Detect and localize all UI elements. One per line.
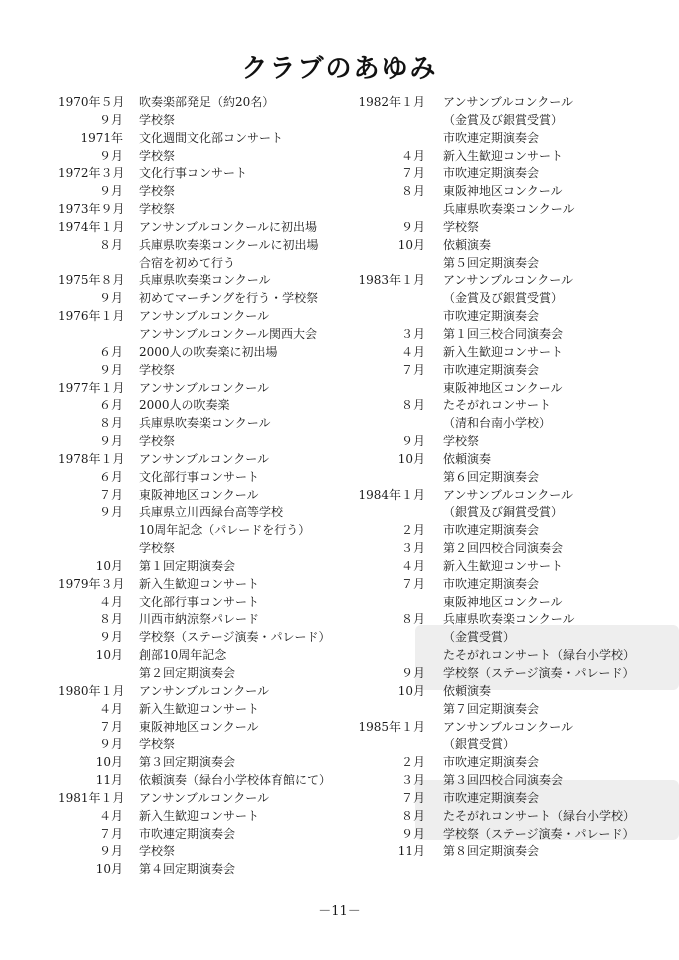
entry-event: 学校祭: [139, 112, 176, 127]
entry-event: 学校祭: [443, 434, 480, 449]
entry-date: ９月: [400, 666, 425, 680]
history-entry: [355, 326, 675, 344]
history-entry: [355, 629, 675, 647]
entry-date: ９月: [400, 826, 425, 841]
entry-event: 文化部行事コンサート: [139, 469, 260, 484]
entry-date: [58, 326, 123, 344]
history-entry: [58, 594, 358, 612]
entry-event: 学校祭: [139, 844, 176, 859]
entry-event: 第１回三校合同演奏会: [443, 326, 564, 341]
entry-event: アンサンブルコンクール: [139, 309, 269, 324]
entry-event: 初めてマーチングを行う・学校祭: [139, 291, 319, 306]
history-entry: [355, 843, 675, 861]
entry-event: 兵庫県吹奏楽コンクール: [139, 273, 271, 288]
entry-date: [355, 255, 425, 273]
history-entry: [355, 201, 675, 219]
entry-event: 第６回定期演奏会: [443, 469, 540, 484]
entry-date: ２月: [400, 523, 425, 538]
entry-event: 創部10周年記念: [139, 648, 227, 663]
history-entry: [355, 540, 675, 558]
history-entry: [355, 255, 675, 273]
entry-date: ９月: [98, 505, 123, 520]
history-column-right: [355, 94, 675, 861]
history-entry: [58, 701, 358, 719]
entry-event: 東阪神地区コンクール: [139, 719, 259, 734]
entry-event: 新入生歓迎コンサート: [443, 558, 564, 573]
entry-event: 市吹連定期演奏会: [443, 130, 540, 145]
history-entry: [355, 754, 675, 772]
entry-date: 10月: [397, 683, 425, 698]
entry-event: 東阪神地区コンクール: [139, 487, 259, 502]
entry-event: 学校祭: [139, 737, 176, 752]
entry-date: [58, 255, 123, 273]
history-entry: [355, 701, 675, 719]
entry-event: 学校祭（ステージ演奏・パレード）: [443, 826, 635, 841]
history-entry: [355, 558, 675, 576]
entry-date: [355, 629, 425, 647]
entry-event: アンサンブルコンクールに初出場: [139, 219, 317, 234]
entry-date: ４月: [400, 344, 425, 359]
entry-event: 吹奏楽部発足（約20名）: [139, 95, 275, 109]
entry-event: 市吹連定期演奏会: [443, 166, 540, 181]
history-entry: [58, 772, 358, 790]
entry-date: 10月: [95, 648, 123, 663]
entry-date: 1981年１月: [58, 790, 125, 805]
entry-date: ８月: [400, 184, 425, 199]
entry-date: ９月: [98, 434, 123, 449]
entry-date: 11月: [397, 844, 425, 859]
history-entry: [355, 237, 675, 255]
entry-date: ６月: [98, 344, 123, 359]
entry-event: 学校祭: [139, 202, 176, 217]
entry-event: 第１回定期演奏会: [139, 558, 236, 573]
entry-event: （銀賞及び銅賞受賞）: [443, 505, 564, 520]
entry-event: 第８回定期演奏会: [443, 844, 540, 859]
entry-event: 学校祭: [139, 541, 176, 556]
history-entry: [355, 522, 675, 540]
entry-event: 新入生歓迎コンサート: [443, 344, 564, 359]
history-entry: [355, 611, 675, 629]
history-entry: [355, 647, 675, 665]
history-entry: [355, 736, 675, 754]
entry-event: （金賞及び銀賞受賞）: [443, 112, 564, 127]
entry-date: ９月: [98, 737, 123, 752]
entry-date: [355, 736, 425, 754]
history-entry: [355, 665, 675, 683]
history-entry: [58, 183, 358, 201]
history-entry: [355, 594, 675, 612]
entry-date: [355, 469, 425, 487]
entry-date: [355, 380, 425, 398]
history-entry: [58, 148, 358, 166]
entry-date: 1983年１月: [358, 273, 425, 288]
entry-date: ７月: [98, 719, 123, 734]
entry-event: 10周年記念（パレードを行う）: [139, 523, 311, 538]
history-entry: [355, 130, 675, 148]
entry-event: アンサンブルコンクール: [443, 487, 573, 502]
entry-event: 2000人の吹奏楽: [139, 398, 230, 413]
history-entry: [355, 487, 675, 505]
entry-event: 新入生歓迎コンサート: [139, 808, 260, 823]
entry-date: ８月: [98, 416, 123, 431]
history-entry: [58, 130, 358, 148]
entry-date: 1973年９月: [58, 202, 125, 217]
history-entry: [355, 772, 675, 790]
history-entry: [58, 736, 358, 754]
entry-event: 第４回定期演奏会: [139, 862, 236, 877]
entry-event: 学校祭（ステージ演奏・パレード）: [139, 630, 331, 645]
entry-event: 依頼演奏（緑台小学校体育館にて）: [139, 773, 332, 788]
history-entry: [355, 415, 675, 433]
entry-event: （清和台南小学校）: [443, 416, 552, 431]
history-entry: [58, 290, 358, 308]
history-entry: [355, 94, 675, 112]
entry-event: （金賞受賞）: [443, 630, 516, 645]
history-entry: [355, 380, 675, 398]
entry-event: 依頼演奏: [443, 451, 492, 466]
history-entry: [355, 344, 675, 362]
entry-date: ２月: [400, 755, 425, 770]
entry-event: たそがれコンサート（緑台小学校）: [443, 808, 636, 823]
entry-event: 兵庫県吹奏楽コンクール: [139, 416, 271, 431]
entry-date: [355, 201, 425, 219]
entry-date: ３月: [400, 541, 425, 556]
history-entry: [355, 290, 675, 308]
entry-event: 兵庫県立川西緑台高等学校: [139, 505, 284, 520]
entry-date: [355, 701, 425, 719]
history-entry: [58, 451, 358, 469]
entry-event: 東阪神地区コンクール: [443, 594, 563, 609]
entry-date: ４月: [98, 594, 123, 609]
entry-date: [355, 415, 425, 433]
history-entry: [355, 148, 675, 166]
entry-event: 文化行事コンサート: [139, 166, 248, 181]
history-entry: [58, 362, 358, 380]
entry-date: 1978年１月: [58, 451, 125, 466]
entry-date: 10月: [397, 237, 425, 252]
history-entry: [58, 165, 358, 183]
history-entry: [58, 683, 358, 701]
entry-event: 市吹連定期演奏会: [443, 755, 540, 770]
history-entry: [58, 415, 358, 433]
entry-event: 兵庫県吹奏楽コンクールに初出場: [139, 237, 319, 252]
entry-date: ８月: [400, 808, 425, 823]
entry-event: 新入生歓迎コンサート: [139, 576, 260, 591]
history-entry: [58, 272, 358, 290]
entry-event: 新入生歓迎コンサート: [443, 148, 564, 163]
entry-date: ３月: [400, 773, 425, 788]
page-number: －11－: [318, 904, 361, 919]
entry-date: [58, 522, 123, 540]
history-entry: [58, 790, 358, 808]
history-entry: [58, 469, 358, 487]
entry-date: ３月: [400, 326, 425, 341]
entry-event: アンサンブルコンクール: [139, 683, 269, 698]
entry-date: ７月: [98, 826, 123, 841]
history-entry: [355, 112, 675, 130]
entry-date: 10月: [95, 862, 123, 877]
entry-date: 10月: [95, 558, 123, 573]
history-entry: [355, 433, 675, 451]
history-entry: [58, 826, 358, 844]
entry-date: 1985年１月: [358, 719, 425, 734]
entry-event: たそがれコンサート（緑台小学校）: [443, 648, 636, 663]
entry-event: 市吹連定期演奏会: [443, 576, 540, 591]
entry-event: たそがれコンサート: [443, 398, 552, 413]
history-entry: [355, 808, 675, 826]
entry-date: 1984年１月: [358, 487, 425, 502]
history-entry: [58, 540, 358, 558]
entry-event: 依頼演奏: [443, 237, 492, 252]
entry-event: 学校祭: [443, 219, 480, 234]
history-entry: [58, 754, 358, 772]
entry-event: 新入生歓迎コンサート: [139, 701, 260, 716]
entry-event: （銀賞受賞）: [443, 737, 516, 752]
history-entry: [355, 397, 675, 415]
entry-date: 1972年３月: [58, 166, 125, 181]
history-entry: [355, 451, 675, 469]
entry-date: [355, 594, 425, 612]
entry-date: ９月: [98, 112, 123, 127]
entry-event: アンサンブルコンクール: [139, 380, 269, 395]
entry-event: 市吹連定期演奏会: [139, 826, 236, 841]
entry-date: 1979年３月: [58, 576, 125, 591]
entry-date: ４月: [400, 558, 425, 573]
history-entry: [58, 629, 358, 647]
entry-date: 1974年１月: [58, 219, 125, 234]
entry-event: 合宿を初めて行う: [139, 255, 236, 270]
entry-event: 2000人の吹奏楽に初出場: [139, 344, 278, 359]
entry-date: ７月: [98, 487, 123, 502]
entry-date: ７月: [400, 576, 425, 591]
history-entry: [58, 808, 358, 826]
history-column-left: [58, 94, 358, 879]
history-entry: [58, 487, 358, 505]
entry-event: 学校祭: [139, 184, 176, 199]
entry-date: [355, 308, 425, 326]
history-entry: [355, 183, 675, 201]
entry-event: アンサンブルコンクール: [443, 719, 573, 734]
entry-event: 第３回四校合同演奏会: [443, 773, 564, 788]
entry-date: 1977年１月: [58, 380, 125, 395]
entry-date: ６月: [98, 398, 123, 413]
history-entry: [355, 826, 675, 844]
entry-date: ８月: [98, 237, 123, 252]
entry-event: 文化週間文化部コンサート: [139, 130, 284, 145]
entry-event: 第３回定期演奏会: [139, 755, 236, 770]
entry-event: 第７回定期演奏会: [443, 701, 540, 716]
entry-date: 1975年８月: [58, 273, 125, 288]
entry-date: ６月: [98, 469, 123, 484]
entry-date: 1970年５月: [58, 95, 125, 109]
entry-date: ７月: [400, 166, 425, 181]
history-entry: [58, 719, 358, 737]
history-entry: [58, 611, 358, 629]
history-entry: [58, 380, 358, 398]
entry-date: 11月: [95, 773, 123, 788]
entry-date: [355, 647, 425, 665]
history-entry: [355, 272, 675, 290]
entry-event: 東阪神地区コンクール: [443, 380, 563, 395]
entry-date: [355, 504, 425, 522]
entry-event: 川西市納涼祭パレード: [139, 612, 260, 627]
entry-event: 市吹連定期演奏会: [443, 523, 540, 538]
history-entry: [355, 683, 675, 701]
history-entry: [58, 201, 358, 219]
history-entry: [355, 165, 675, 183]
history-entry: [58, 255, 358, 273]
entry-date: ７月: [400, 790, 425, 805]
entry-event: 第５回定期演奏会: [443, 255, 540, 270]
entry-event: アンサンブルコンクール: [139, 790, 269, 805]
history-entry: [355, 219, 675, 237]
entry-event: 学校祭（ステージ演奏・パレード）: [443, 666, 635, 680]
entry-event: 学校祭: [139, 148, 176, 163]
entry-date: ４月: [98, 701, 123, 716]
history-entry: [58, 308, 358, 326]
history-entry: [355, 504, 675, 522]
entry-event: 市吹連定期演奏会: [443, 309, 540, 324]
history-entry: [58, 326, 358, 344]
history-entry: [355, 576, 675, 594]
history-entry: [58, 219, 358, 237]
history-entry: [58, 237, 358, 255]
entry-event: 学校祭: [139, 362, 176, 377]
history-entry: [58, 94, 358, 112]
entry-date: ９月: [98, 291, 123, 306]
entry-date: 10月: [397, 451, 425, 466]
entry-date: [58, 665, 123, 683]
entry-date: ９月: [98, 362, 123, 377]
history-entry: [355, 308, 675, 326]
entry-event: 文化部行事コンサート: [139, 594, 260, 609]
entry-date: 1980年１月: [58, 683, 125, 698]
history-entry: [58, 397, 358, 415]
entry-date: [355, 130, 425, 148]
entry-date: 10月: [95, 755, 123, 770]
entry-event: 市吹連定期演奏会: [443, 790, 540, 805]
entry-date: ９月: [400, 219, 425, 234]
entry-event: 依頼演奏: [443, 683, 492, 698]
entry-date: ８月: [98, 612, 123, 627]
entry-date: [58, 540, 123, 558]
entry-event: 市吹連定期演奏会: [443, 362, 540, 377]
entry-event: アンサンブルコンクール: [443, 95, 573, 109]
history-entry: [355, 469, 675, 487]
entry-event: 第２回定期演奏会: [139, 666, 236, 680]
history-entry: [58, 344, 358, 362]
entry-date: ４月: [400, 148, 425, 163]
entry-date: ９月: [98, 184, 123, 199]
history-entry: [355, 362, 675, 380]
entry-event: （金賞及び銀賞受賞）: [443, 291, 564, 306]
history-entry: [58, 522, 358, 540]
entry-event: アンサンブルコンクール: [139, 451, 269, 466]
entry-date: ４月: [98, 808, 123, 823]
history-entry: [58, 665, 358, 683]
entry-event: アンサンブルコンクール関西大会: [139, 326, 317, 341]
history-entry: [58, 843, 358, 861]
entry-date: 1971年: [80, 130, 123, 145]
entry-date: [355, 112, 425, 130]
history-entry: [355, 719, 675, 737]
entry-date: ９月: [98, 844, 123, 859]
history-entry: [58, 558, 358, 576]
history-entry: [58, 504, 358, 522]
entry-date: [355, 290, 425, 308]
page-title: クラブのあゆみ: [241, 54, 438, 84]
history-entry: [58, 576, 358, 594]
entry-event: 第２回四校合同演奏会: [443, 541, 564, 556]
history-entry: [58, 647, 358, 665]
entry-date: ９月: [98, 148, 123, 163]
history-entry: [58, 861, 358, 879]
entry-date: 1976年１月: [58, 309, 125, 324]
entry-date: ８月: [400, 612, 425, 627]
entry-event: 学校祭: [139, 434, 176, 449]
entry-date: ８月: [400, 398, 425, 413]
entry-event: 東阪神地区コンクール: [443, 184, 563, 199]
history-entry: [58, 433, 358, 451]
entry-event: 兵庫県吹奏楽コンクール: [443, 612, 575, 627]
history-entry: [58, 112, 358, 130]
entry-date: 1982年１月: [358, 95, 425, 109]
entry-event: アンサンブルコンクール: [443, 273, 573, 288]
entry-event: 兵庫県吹奏楽コンクール: [443, 202, 575, 217]
history-entry: [355, 790, 675, 808]
entry-date: ９月: [400, 434, 425, 449]
entry-date: ９月: [98, 630, 123, 645]
entry-date: ７月: [400, 362, 425, 377]
